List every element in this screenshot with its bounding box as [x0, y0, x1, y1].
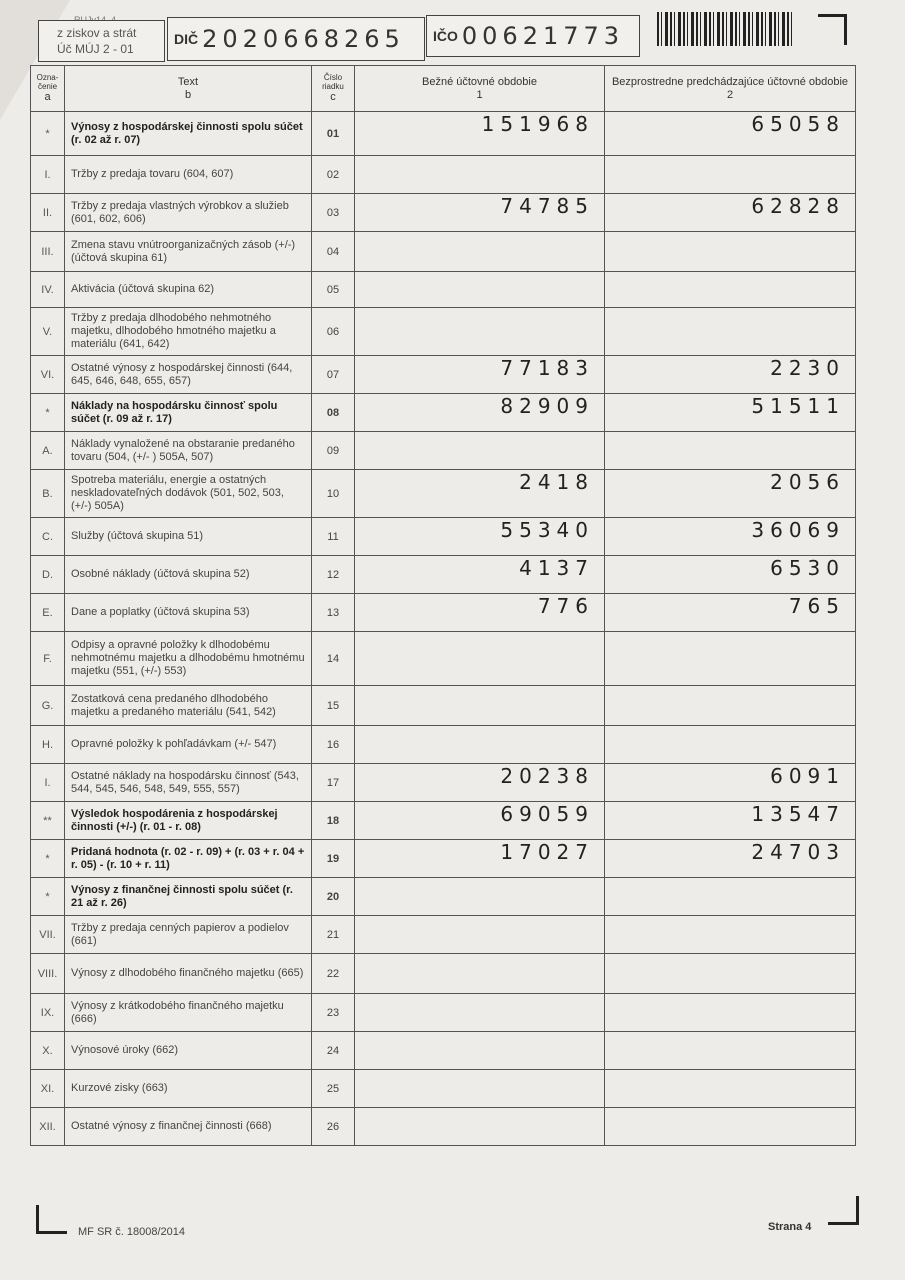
row-line-number: 06: [312, 308, 355, 356]
table-row: [31, 840, 856, 878]
row-text: Kurzové zisky (663): [65, 1070, 312, 1108]
row-mark: F.: [31, 632, 65, 686]
table-row: [31, 308, 856, 356]
corner-mark-top-right: [818, 14, 847, 45]
row-current-value: [355, 994, 605, 1032]
row-previous-value: 62828: [605, 194, 856, 232]
col-c-header: Číslo riadku c: [312, 66, 355, 112]
dic-box: [167, 17, 425, 61]
row-mark: D.: [31, 556, 65, 594]
row-previous-value: [605, 1032, 856, 1070]
row-current-value: [355, 156, 605, 194]
row-current-value: 2418: [355, 470, 605, 518]
ico-box: [426, 15, 640, 57]
row-current-value: [355, 632, 605, 686]
row-text: Výsledok hospodárenia z hospodárskej činnosti (+/-) (r. 01 - r. 08): [65, 802, 312, 840]
row-mark: VI.: [31, 356, 65, 394]
row-previous-value: [605, 308, 856, 356]
statement-title-line1: z ziskov a strát: [57, 26, 137, 40]
table-row: [31, 594, 856, 632]
row-current-value: [355, 916, 605, 954]
row-text: Ostatné výnosy z hospodárskej činnosti (644, 645, 646, 648, 655, 657): [65, 356, 312, 394]
row-previous-value: 2230: [605, 356, 856, 394]
row-line-number: 26: [312, 1108, 355, 1146]
row-previous-value: 65058: [605, 112, 856, 156]
row-text: Výnosy z krátkodobého finančného majetku (666): [65, 994, 312, 1032]
row-current-value: 17027: [355, 840, 605, 878]
row-previous-value: [605, 994, 856, 1032]
row-mark: IV.: [31, 272, 65, 308]
table-row: [31, 232, 856, 272]
table-row: [31, 112, 856, 156]
table-row: [31, 1108, 856, 1146]
row-text: Ostatné náklady na hospodársku činnosť (543, 544, 545, 546, 548, 549, 555, 557): [65, 764, 312, 802]
row-line-number: 12: [312, 556, 355, 594]
row-line-number: 05: [312, 272, 355, 308]
row-line-number: 15: [312, 686, 355, 726]
row-text: Tržby z predaja dlhodobého nehmotného majetku, dlhodobého hmotného majetku a materiálu (641, 642): [65, 308, 312, 356]
row-mark: I.: [31, 764, 65, 802]
row-line-number: 24: [312, 1032, 355, 1070]
table-row: [31, 764, 856, 802]
table-row: [31, 686, 856, 726]
row-text: Tržby z predaja cenných papierov a podielov (661): [65, 916, 312, 954]
table-row: [31, 632, 856, 686]
row-mark: *: [31, 878, 65, 916]
row-mark: XI.: [31, 1070, 65, 1108]
row-line-number: 09: [312, 432, 355, 470]
table-row: [31, 556, 856, 594]
row-current-value: [355, 954, 605, 994]
row-previous-value: 2056: [605, 470, 856, 518]
row-text: Výnosové úroky (662): [65, 1032, 312, 1070]
row-mark: **: [31, 802, 65, 840]
table-header-row: [31, 66, 856, 112]
row-previous-value: [605, 232, 856, 272]
row-previous-value: [605, 1108, 856, 1146]
footer-regulation: MF SR č. 18008/2014: [78, 1226, 186, 1238]
statement-title-box: [38, 20, 165, 62]
row-current-value: 82909: [355, 394, 605, 432]
row-line-number: 03: [312, 194, 355, 232]
row-mark: *: [31, 112, 65, 156]
row-current-value: [355, 1032, 605, 1070]
row-current-value: [355, 726, 605, 764]
row-text: Výnosy z dlhodobého finančného majetku (665): [65, 954, 312, 994]
row-previous-value: 51511: [605, 394, 856, 432]
row-previous-value: [605, 916, 856, 954]
table-row: [31, 954, 856, 994]
row-text: Spotreba materiálu, energie a ostatných neskladovateľných dodávok (501, 502, 503, (+/-) 505A): [65, 470, 312, 518]
table-row: [31, 394, 856, 432]
row-mark: VII.: [31, 916, 65, 954]
row-previous-value: [605, 686, 856, 726]
row-current-value: [355, 272, 605, 308]
row-mark: B.: [31, 470, 65, 518]
row-line-number: 21: [312, 916, 355, 954]
row-previous-value: 6530: [605, 556, 856, 594]
row-previous-value: [605, 156, 856, 194]
row-mark: G.: [31, 686, 65, 726]
row-current-value: [355, 308, 605, 356]
table-row: [31, 1070, 856, 1108]
row-mark: IX.: [31, 994, 65, 1032]
row-mark: V.: [31, 308, 65, 356]
table-row: [31, 518, 856, 556]
row-text: Služby (účtová skupina 51): [65, 518, 312, 556]
row-current-value: [355, 1108, 605, 1146]
row-current-value: 55340: [355, 518, 605, 556]
row-previous-value: 24703: [605, 840, 856, 878]
row-previous-value: [605, 432, 856, 470]
table-row: [31, 878, 856, 916]
row-line-number: 16: [312, 726, 355, 764]
col-a-header: Ozna-čenie a: [31, 66, 65, 112]
row-line-number: 10: [312, 470, 355, 518]
row-current-value: [355, 1070, 605, 1108]
ico-value: 00621773: [461, 22, 625, 50]
row-mark: VIII.: [31, 954, 65, 994]
row-previous-value: 13547: [605, 802, 856, 840]
row-line-number: 19: [312, 840, 355, 878]
col-current-header: Bežné účtovné obdobie 1: [355, 66, 605, 112]
row-text: Tržby z predaja tovaru (604, 607): [65, 156, 312, 194]
row-line-number: 23: [312, 994, 355, 1032]
row-text: Zostatková cena predaného dlhodobého majetku a predaného materiálu (541, 542): [65, 686, 312, 726]
table-row: [31, 1032, 856, 1070]
table-row: [31, 432, 856, 470]
row-text: Ostatné výnosy z finančnej činnosti (668): [65, 1108, 312, 1146]
row-previous-value: [605, 632, 856, 686]
row-previous-value: 36069: [605, 518, 856, 556]
row-mark: II.: [31, 194, 65, 232]
row-text: Aktivácia (účtová skupina 62): [65, 272, 312, 308]
row-line-number: 18: [312, 802, 355, 840]
row-mark: *: [31, 840, 65, 878]
row-mark: E.: [31, 594, 65, 632]
table-row: [31, 726, 856, 764]
row-current-value: [355, 878, 605, 916]
ico-label: IČO: [433, 28, 458, 44]
row-current-value: [355, 432, 605, 470]
row-line-number: 02: [312, 156, 355, 194]
income-statement-table: [30, 65, 856, 1146]
table-row: [31, 194, 856, 232]
row-mark: C.: [31, 518, 65, 556]
table-row: [31, 272, 856, 308]
corner-mark-bottom-right: [828, 1196, 859, 1225]
table-row: [31, 916, 856, 954]
row-current-value: [355, 686, 605, 726]
row-current-value: [355, 232, 605, 272]
row-previous-value: 765: [605, 594, 856, 632]
row-text: Náklady vynaložené na obstaranie predaného tovaru (504, (+/- ) 505A, 507): [65, 432, 312, 470]
row-line-number: 11: [312, 518, 355, 556]
row-mark: XII.: [31, 1108, 65, 1146]
statement-title-line2: Úč MÚJ 2 - 01: [57, 42, 134, 56]
row-mark: X.: [31, 1032, 65, 1070]
table-row: [31, 802, 856, 840]
row-line-number: 22: [312, 954, 355, 994]
row-text: Odpisy a opravné položky k dlhodobému nehmotnému majetku a dlhodobému hmotnému majetku (551, (+/-) 553): [65, 632, 312, 686]
row-current-value: 69059: [355, 802, 605, 840]
row-line-number: 17: [312, 764, 355, 802]
row-previous-value: [605, 954, 856, 994]
row-current-value: 151968: [355, 112, 605, 156]
row-previous-value: [605, 726, 856, 764]
row-mark: III.: [31, 232, 65, 272]
row-line-number: 25: [312, 1070, 355, 1108]
row-text: Výnosy z finančnej činnosti spolu súčet (r. 21 až r. 26): [65, 878, 312, 916]
row-mark: I.: [31, 156, 65, 194]
row-current-value: 4137: [355, 556, 605, 594]
col-b-header: Text b: [65, 66, 312, 112]
dic-value: 2020668265: [202, 25, 405, 53]
row-text: Dane a poplatky (účtová skupina 53): [65, 594, 312, 632]
row-text: Zmena stavu vnútroorganizačných zásob (+/-) (účtová skupina 61): [65, 232, 312, 272]
row-current-value: 74785: [355, 194, 605, 232]
row-mark: *: [31, 394, 65, 432]
row-line-number: 20: [312, 878, 355, 916]
row-line-number: 14: [312, 632, 355, 686]
row-current-value: 77183: [355, 356, 605, 394]
footer-page-number: Strana 4: [768, 1221, 812, 1233]
corner-mark-bottom-left: [36, 1205, 67, 1234]
row-current-value: 776: [355, 594, 605, 632]
row-previous-value: [605, 272, 856, 308]
col-previous-header: Bezprostredne predchádzajúce účtovné obdobie 2: [605, 66, 856, 112]
table-row: [31, 994, 856, 1032]
row-line-number: 07: [312, 356, 355, 394]
table-row: [31, 470, 856, 518]
row-previous-value: [605, 878, 856, 916]
row-text: Tržby z predaja vlastných výrobkov a služieb (601, 602, 606): [65, 194, 312, 232]
row-line-number: 08: [312, 394, 355, 432]
row-text: Pridaná hodnota (r. 02 - r. 09) + (r. 03 + r. 04 + r. 05) - (r. 10 + r. 11): [65, 840, 312, 878]
barcode: [657, 12, 793, 46]
row-line-number: 01: [312, 112, 355, 156]
row-current-value: 20238: [355, 764, 605, 802]
row-text: Výnosy z hospodárskej činnosti spolu súčet (r. 02 až r. 07): [65, 112, 312, 156]
row-text: Opravné položky k pohľadávkam (+/- 547): [65, 726, 312, 764]
row-text: Osobné náklady (účtová skupina 52): [65, 556, 312, 594]
row-previous-value: 6091: [605, 764, 856, 802]
row-text: Náklady na hospodársku činnosť spolu súčet (r. 09 až r. 17): [65, 394, 312, 432]
row-line-number: 04: [312, 232, 355, 272]
row-mark: A.: [31, 432, 65, 470]
table-row: [31, 356, 856, 394]
row-mark: H.: [31, 726, 65, 764]
table-row: [31, 156, 856, 194]
row-previous-value: [605, 1070, 856, 1108]
row-line-number: 13: [312, 594, 355, 632]
dic-label: DIČ: [174, 31, 199, 47]
